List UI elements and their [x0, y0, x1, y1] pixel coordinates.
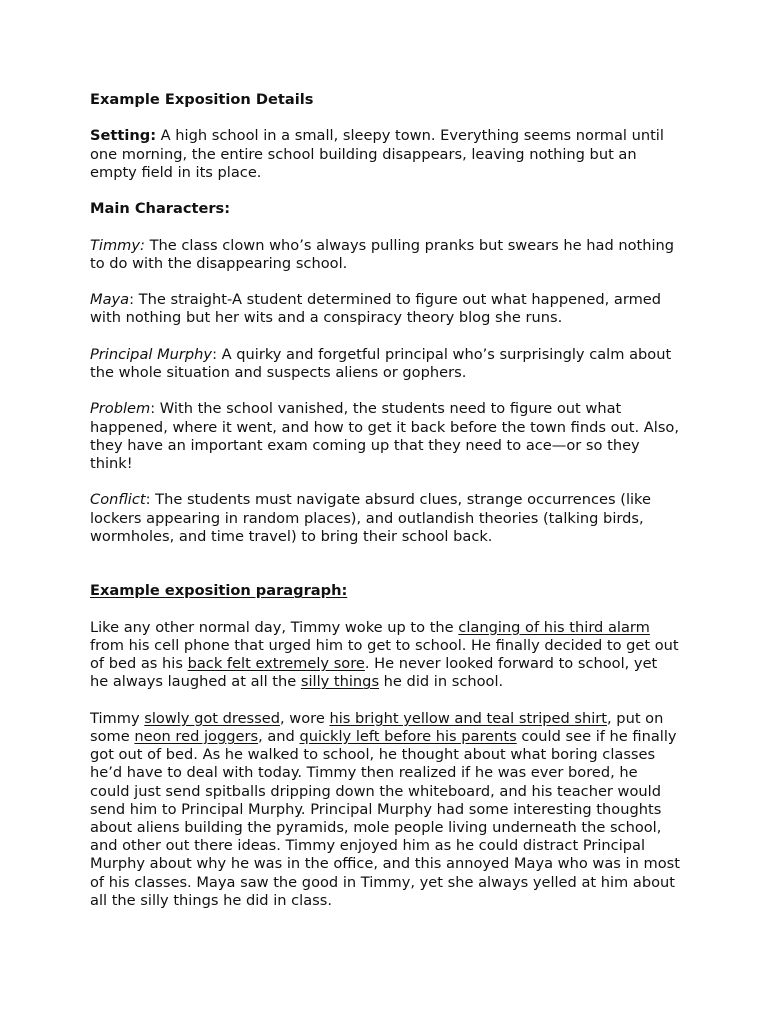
- main-characters-heading: Main Characters:: [90, 200, 231, 218]
- conflict-label: Conflict: [90, 491, 146, 509]
- example-paragraph-2: Timmy slowly got dressed, wore his bright yellow and teal striped shirt, put on some neon red joggers, and quickly left before his parents could see if he finally got out of bed. As he walked to school, he thought about what boring classes he’d have to deal with today. Timmy then realized if he was ever bored, he could just send spitballs dripping down the whiteboard, and his teacher would send him to Principal Murphy. Principal Murphy had some interesting thoughts about aliens building the pyramids, mole people living underneath the school, and other out there ideas. Timmy enjoyed him as he could distract Principal Murphy about why he was in the office, and this annoyed Maya who was in most of his classes. Maya saw the good in Timmy, yet she always yelled at him about all the silly things he did in class.: [90, 709, 680, 909]
- spacer: [90, 328, 680, 346]
- character-principal-murphy: [90, 346, 680, 382]
- spacer: [90, 546, 680, 582]
- character-timmy: [90, 237, 680, 273]
- problem-text: : With the school vanished, the students need to figure out what happened, where it went, and how to get it back before the town finds out. Also, they have an important exam coming up that they need to ace—or so they think!: [90, 400, 679, 472]
- spacer: [90, 473, 680, 491]
- spacer: [90, 692, 680, 710]
- spacer: [90, 109, 680, 127]
- problem-label: Problem: [90, 400, 151, 418]
- spacer: [90, 273, 680, 291]
- setting-label: Setting:: [90, 127, 157, 145]
- character-name: Maya: [90, 291, 130, 309]
- setting-text: A high school in a small, sleepy town. Everything seems normal until one morning, the entire school building disappears, leaving nothing but an empty field in its place.: [90, 127, 664, 181]
- spacer: [90, 218, 680, 236]
- character-description: : The straight-A student determined to figure out what happened, armed with nothing but her wits and a conspiracy theory blog she runs.: [90, 291, 662, 327]
- problem-paragraph: [90, 400, 680, 473]
- underlined-phrase: his bright yellow and teal striped shirt: [329, 709, 608, 727]
- character-name: Principal Murphy: [90, 345, 213, 363]
- character-description: The class clown who’s always pulling pranks but swears he had nothing to do with the disappearing school.: [90, 236, 675, 272]
- character-description: : A quirky and forgetful principal who’s surprisingly calm about the whole situation and suspects aliens or gophers.: [90, 345, 672, 381]
- underlined-phrase: back felt extremely sore: [187, 655, 365, 673]
- underlined-phrase: silly things: [300, 673, 380, 691]
- conflict-text: : The students must navigate absurd clues, strange occurrences (like lockers appearing in random places), and outlandish theories (talking birds, wormholes, and time travel) to bring their school back.: [90, 491, 651, 545]
- character-name: Timmy:: [90, 236, 145, 254]
- spacer: [90, 601, 680, 619]
- setting-paragraph: [90, 127, 680, 182]
- spacer: [90, 382, 680, 400]
- conflict-paragraph: [90, 491, 680, 546]
- example-heading: Example exposition paragraph:: [90, 582, 348, 600]
- character-maya: [90, 291, 680, 327]
- example-paragraph-1: Like any other normal day, Timmy woke up to the clanging of his third alarm from his cell phone that urged him to get to school. He finally decided to get out of bed as his back felt extremely sore. He never looked forward to school, yet he always laughed at all the silly things he did in school.: [90, 618, 679, 691]
- underlined-phrase: neon red joggers: [134, 727, 259, 745]
- document-title: Example Exposition Details: [90, 91, 314, 108]
- spacer: [90, 182, 680, 200]
- underlined-phrase: quickly left before his parents: [299, 727, 517, 745]
- underlined-phrase: clanging of his third alarm: [458, 618, 650, 636]
- underlined-phrase: slowly got dressed: [144, 709, 281, 727]
